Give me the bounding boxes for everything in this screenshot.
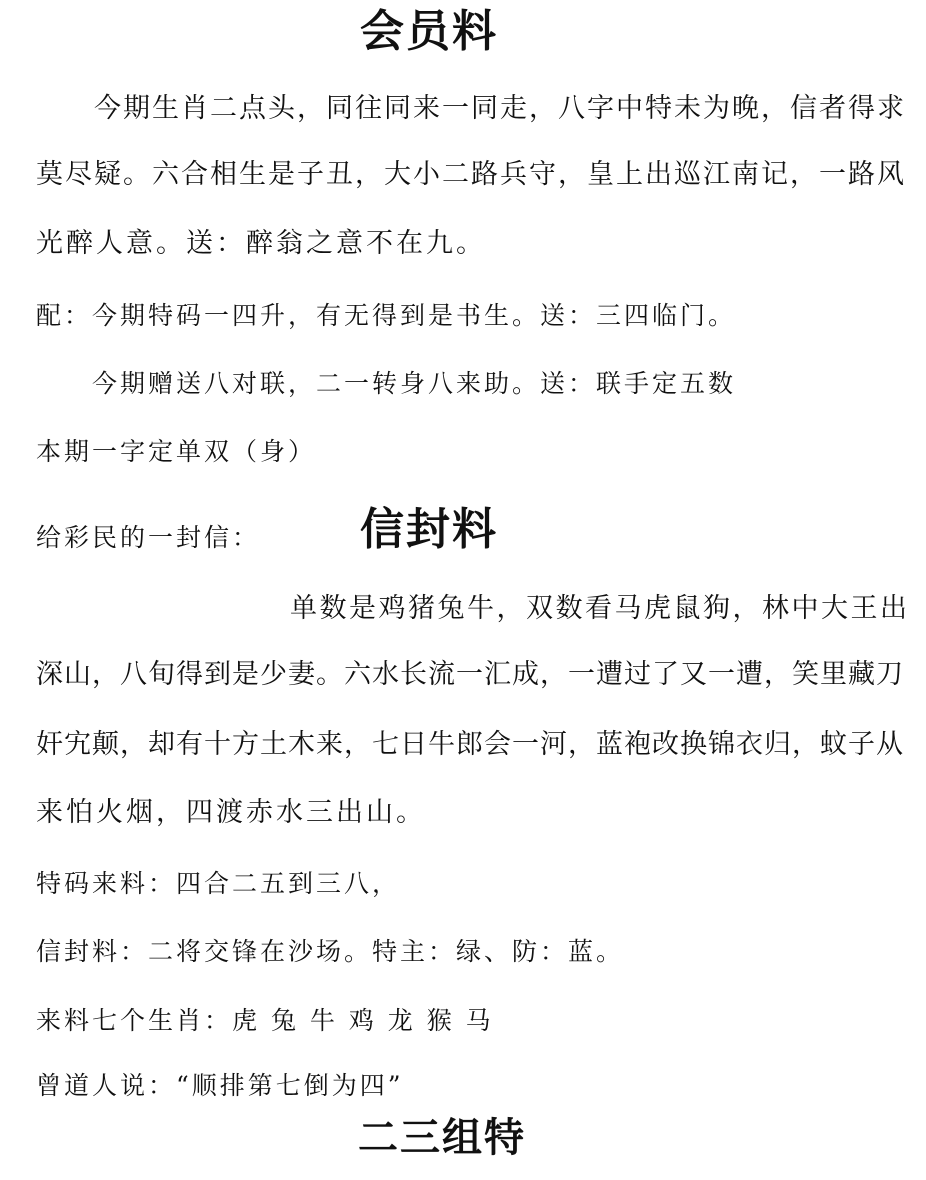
- envelope-para-line-4: 来怕火烟，四渡赤水三出山。: [36, 797, 426, 828]
- title-envelope: 信封料: [360, 504, 498, 555]
- title-group: 二三组特: [358, 1115, 526, 1161]
- member-para-line-1: 今期生肖二点头，同往同来一同走，八字中特未为晚，信者得求: [94, 93, 906, 124]
- couplet-line: 今期赠送八对联，二一转身八来助。送：联手定五数: [92, 369, 737, 398]
- title-member: 会员料: [360, 6, 498, 57]
- envelope-note-line: 信封料：二将交锋在沙场。特主：绿、防：蓝。: [36, 937, 625, 966]
- member-para-line-2: 莫尽疑。六合相生是子丑，大小二路兵守，皇上出巡江南记，一路风: [36, 159, 906, 190]
- pei-line: 配：今期特码一四升，有无得到是书生。送：三四临门。: [36, 301, 737, 330]
- envelope-para-line-1: 单数是鸡猪兔牛，双数看马虎鼠狗，林中大王出: [290, 593, 910, 624]
- seven-zodiac-line: 来料七个生肖：虎 兔 牛 鸡 龙 猴 马: [36, 1006, 494, 1035]
- envelope-para-line-2: 深山，八旬得到是少妻。六水长流一汇成，一遭过了又一遭，笑里藏刀: [36, 659, 904, 690]
- taoist-saying-line: 曾道人说：“顺排第七倒为四”: [36, 1071, 404, 1100]
- tema-source-line: 特码来料：四合二五到三八，: [36, 869, 401, 898]
- single-double-line: 本期一字定单双（身）: [36, 437, 317, 466]
- member-para-line-3: 光醉人意。送：醉翁之意不在九。: [36, 228, 486, 259]
- letter-intro: 给彩民的一封信：: [36, 523, 261, 552]
- envelope-para-line-3: 奸宄颠，却有十方土木来，七日牛郎会一河，蓝袍改换锦衣归，蚊子从: [36, 729, 904, 760]
